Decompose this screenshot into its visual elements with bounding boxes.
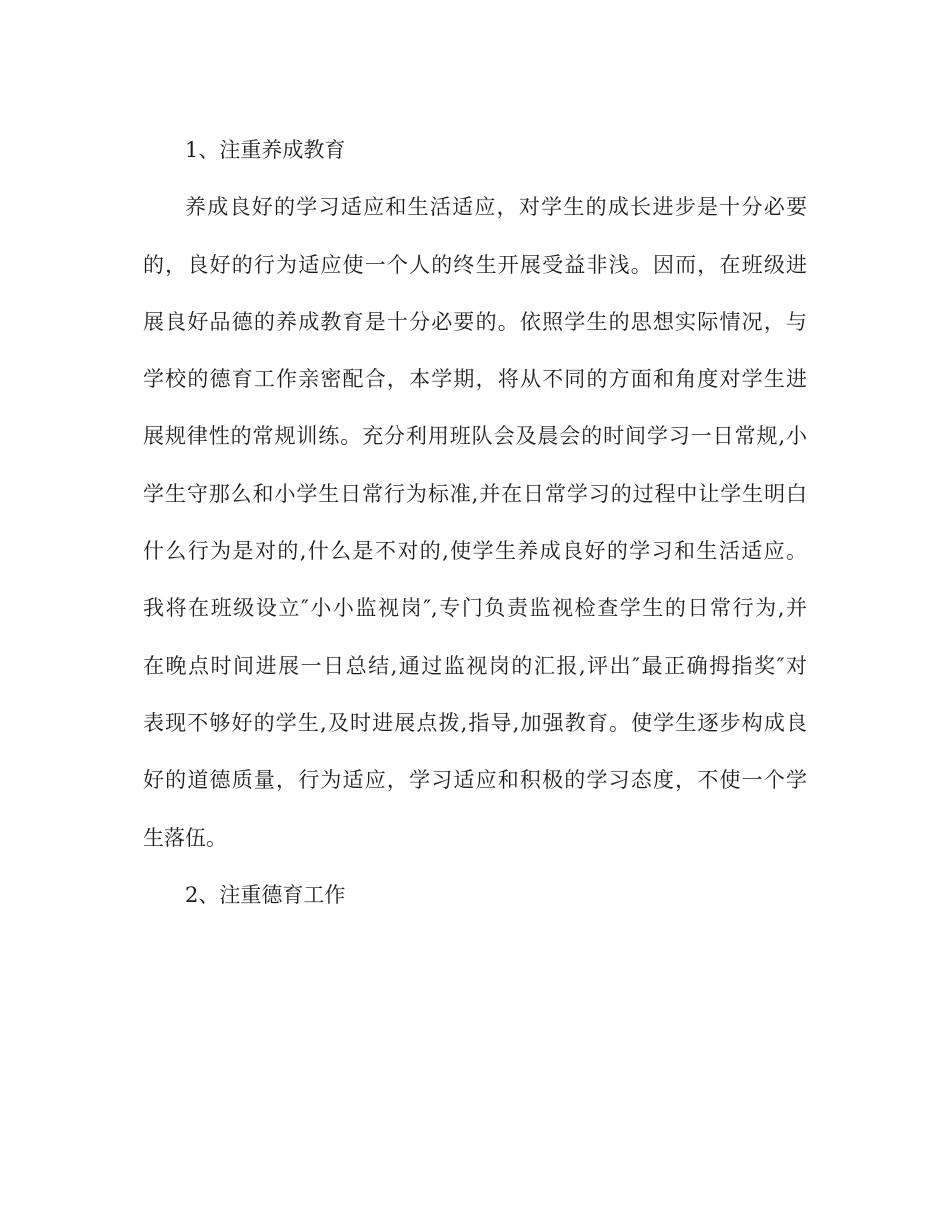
paragraph-line: 表现不够好的学生,及时进展点拨,指导,加强教育。使学生逐步构成良	[143, 710, 807, 735]
paragraph-line: 在晚点时间进展一日总结,通过监视岗的汇报,评出″最正确拇指奖″对	[143, 653, 807, 678]
paragraph-line: 学校的德育工作亲密配合，本学期，将从不同的方面和角度对学生进	[143, 367, 807, 392]
paragraph-1	[143, 179, 807, 867]
section-heading-2: 2、注重德育工作	[185, 882, 346, 907]
paragraph-line: 的，良好的行为适应使一个人的终生开展受益非浅。因而，在班级进	[143, 252, 807, 277]
paragraph-line: 我将在班级设立″小小监视岗″,专门负责监视检查学生的日常行为,并	[143, 596, 807, 621]
paragraph-line: 好的道德质量，行为适应，学习适应和积极的学习态度，不使一个学	[143, 768, 807, 793]
paragraph-line: 展良好品德的养成教育是十分必要的。依照学生的思想实际情况，与	[143, 309, 807, 334]
section-heading-1: 1、注重养成教育	[185, 138, 346, 162]
paragraph-line: 展规律性的常规训练。充分利用班队会及晨会的时间学习一日常规,小	[143, 424, 807, 449]
document-body	[143, 122, 807, 924]
paragraph-line: 养成良好的学习适应和生活适应，对学生的成长进步是十分必要	[185, 195, 807, 220]
paragraph-line: 学生守那么和小学生日常行为标准,并在日常学习的过程中让学生明白	[143, 481, 807, 506]
paragraph-line: 什么行为是对的,什么是不对的,使学生养成良好的学习和生活适应。	[143, 539, 807, 564]
paragraph-line: 生落伍。	[143, 825, 227, 850]
